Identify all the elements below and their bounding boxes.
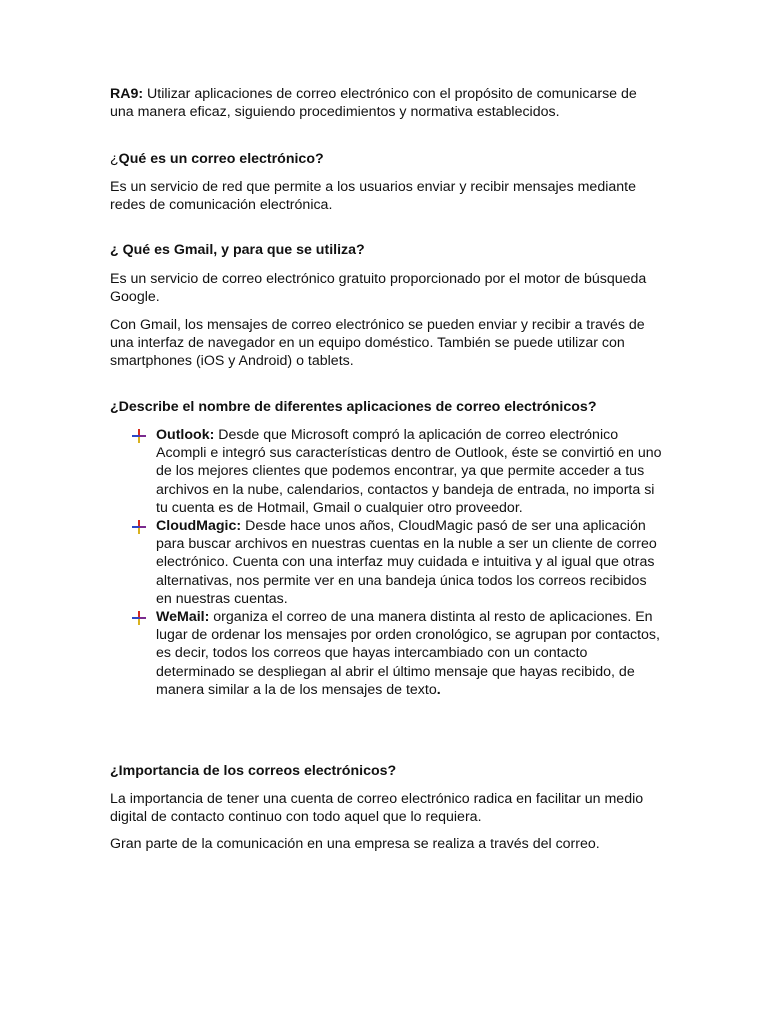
- importancia-paragraph-1: La importancia de tener una cuenta de correo electrónico radica en facilitar un medio digital de contacto continuo con todo aquel que lo requiera.: [110, 791, 644, 826]
- heading-que-es-correo: [110, 150, 658, 168]
- heading-prefix: ¿: [110, 151, 119, 167]
- heading-gmail: ¿ Qué es Gmail, y para que se utiliza?: [110, 242, 365, 258]
- arrow-bullet-icon: [132, 611, 146, 625]
- app-description: Desde hace unos años, CloudMagic pasó de ser una aplicación para buscar archivos en nuestras cuentas en la nuble a ser un cliente de correo electrónico. Cuenta con una interfaz muy cuidada e intuitiva y al igual que otras alternativas, nos permite ver en una bandeja única todos los correos recibidos en nuestras cuentas.: [156, 518, 657, 607]
- app-name: WeMail:: [156, 609, 210, 626]
- ra9-paragraph: [110, 85, 658, 121]
- ra9-text: Utilizar aplicaciones de correo electrónico con el propósito de comunicarse de una manera eficaz, siguiendo procedimientos y normativa establecidos.: [110, 86, 637, 121]
- arrow-bullet-icon: [132, 429, 146, 443]
- importancia-paragraph-2: Gran parte de la comunicación en una empresa se realiza a través del correo.: [110, 836, 600, 852]
- gmail-paragraph-1: Es un servicio de correo electrónico gratuito proporcionado por el motor de búsqueda Google.: [110, 271, 647, 306]
- arrow-bullet-icon: [132, 520, 146, 534]
- app-description: organiza el correo de una manera distinta al resto de aplicaciones. En lugar de ordenar los mensajes por orden cronológico, se agrupan por contactos, es decir, todos los correos que hayas intercambiado con un contacto determinado se despliegan al abrir el último mensaje que hayas recibido, de manera similar a la de los mensajes de texto: [156, 609, 660, 698]
- ra9-label: RA9:: [110, 86, 144, 102]
- answer-correo: Es un servicio de red que permite a los usuarios enviar y recibir mensajes mediante redes de comunicación electrónica.: [110, 179, 636, 214]
- heading-aplicaciones: ¿Describe el nombre de diferentes aplicaciones de correo electrónicos?: [110, 399, 597, 415]
- app-description: Desde que Microsoft compró la aplicación de correo electrónico Acompli e integró sus características dentro de Outlook, éste se convirtió en uno de los mejores clientes que podemos encontrar, ya que permite acceder a tus archivos en la nube, calendarios, contactos y bandeja de entrada, no importa si tu cuenta es de Hotmail, Gmail o cualquier otro proveedor.: [156, 427, 662, 516]
- app-name: CloudMagic:: [156, 518, 242, 535]
- list-item-wemail: [132, 608, 662, 699]
- gmail-paragraph-2: Con Gmail, los mensajes de correo electrónico se pueden enviar y recibir a través de una interfaz de navegador en un equipo doméstico. También se puede utilizar con smartphones (iOS y Android) o tablets.: [110, 317, 645, 370]
- heading-text: Qué es un correo electrónico?: [118, 151, 324, 167]
- apps-list: [132, 426, 662, 699]
- heading-importancia: ¿Importancia de los correos electrónicos?: [110, 763, 397, 779]
- list-item-outlook: [132, 426, 662, 517]
- app-name: Outlook:: [156, 427, 215, 443]
- list-item-cloudmagic: [132, 517, 662, 608]
- app-description-end: .: [436, 681, 441, 698]
